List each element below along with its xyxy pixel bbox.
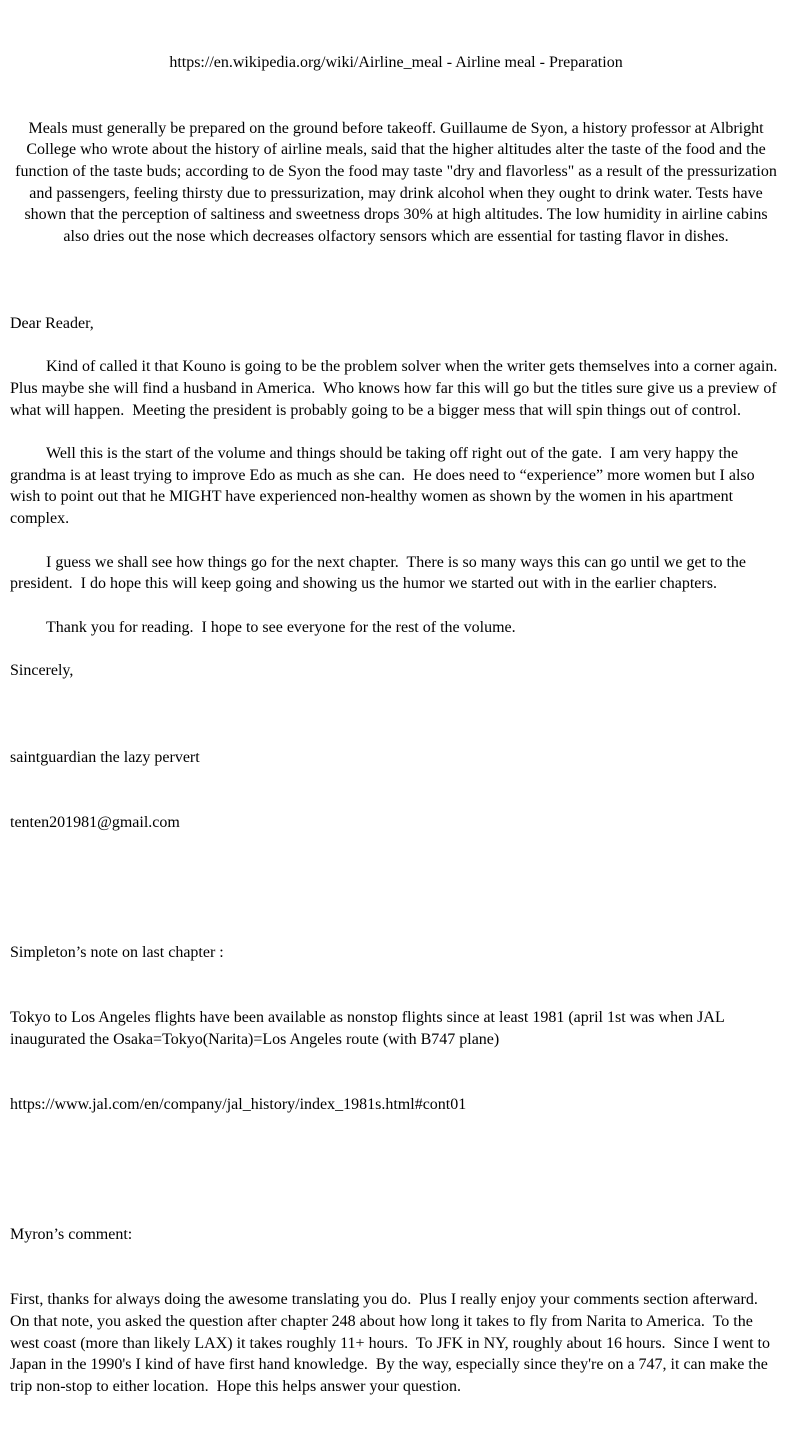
source-url-line: https://en.wikipedia.org/wiki/Airline_meal - Airline meal - Preparation — [169, 54, 623, 72]
simpleton-note-heading: Simpleton’s note on last chapter : — [10, 944, 224, 962]
simpleton-note-url: https://www.jal.com/en/company/jal_history/index_1981s.html#cont01 — [10, 1096, 467, 1114]
letter-paragraph-1: Kind of called it that Kouno is going to be the problem solver when the writer gets themselves into a corner again. Plus maybe she will find a husband in America. Who knows how far this will go but the titles sure give us a preview of what will happen. Meeting the president is probably going to be a bigger mess that will spin things out of control. — [10, 358, 786, 419]
letter-paragraph-2: Well this is the start of the volume and things should be taking off right out of the gate. I am very happy the grandma is at least trying to improve Edo as much as she can. He does need to “experience” more women but I also wish to point out that he MIGHT have experienced non-healthy women as shown by the women in his apartment complex. — [10, 445, 759, 528]
signature-name: saintguardian the lazy pervert — [10, 748, 200, 766]
myron-comment-body: First, thanks for always doing the awesome translating you do. Plus I really enjoy your comments section afterward. On that note, you asked the question after chapter 248 about how long it takes to fly from Narita to America. To the west coast (more than likely LAX) it takes roughly 11+ hours. To JFK in NY, roughly about 16 hours. Since I went to Japan in the 1990's I kind of have first hand knowledge. By the way, especially since they're on a 747, it can make the trip non-stop to either location. Hope this helps answer your question. — [10, 1291, 774, 1396]
simpleton-note-section — [10, 899, 782, 1159]
signature-email: tenten201981@gmail.com — [10, 813, 180, 831]
salutation: Dear Reader, — [10, 314, 94, 332]
letter-paragraph-3: I guess we shall see how things go for the next chapter. There is so many ways this can go until we get to the president. I do hope this will keep going and showing us the humor we started out with in the earlier chapters. — [10, 553, 750, 593]
closing: Sincerely, — [10, 662, 74, 679]
simpleton-note-body: Tokyo to Los Angeles flights have been available as nonstop flights since at least 1981 (april 1st was when JAL inaugurated the Osaka=Tokyo(Narita)=Los Angeles route (with B747 plane) — [10, 1009, 729, 1048]
myron-comment-section — [10, 1181, 782, 1441]
myron-comment-heading: Myron’s comment: — [10, 1226, 133, 1244]
wiki-excerpt: Meals must generally be prepared on the ground before takeoff. Guillaume de Syon, a history professor at Albright College who wrote about the history of airline meals, said that the higher altitudes alter the taste of the food and the function of the taste buds; according to de Syon the food may taste "dry and flavorless" as a result of the pressurization and passengers, feeling thirsty due to pressurization, may drink alcohol when they ought to drink water. Tests have shown that the perception of saltiness and sweetness drops 30% at high altitudes. The low humidity in airline cabins also dries out the nose which decreases olfactory sensors which are essential for tasting flavor in dishes. — [15, 119, 781, 246]
signature-block — [10, 703, 782, 877]
header-block — [10, 9, 782, 291]
letter-paragraph-4: Thank you for reading. I hope to see everyone for the rest of the volume. — [46, 618, 516, 636]
